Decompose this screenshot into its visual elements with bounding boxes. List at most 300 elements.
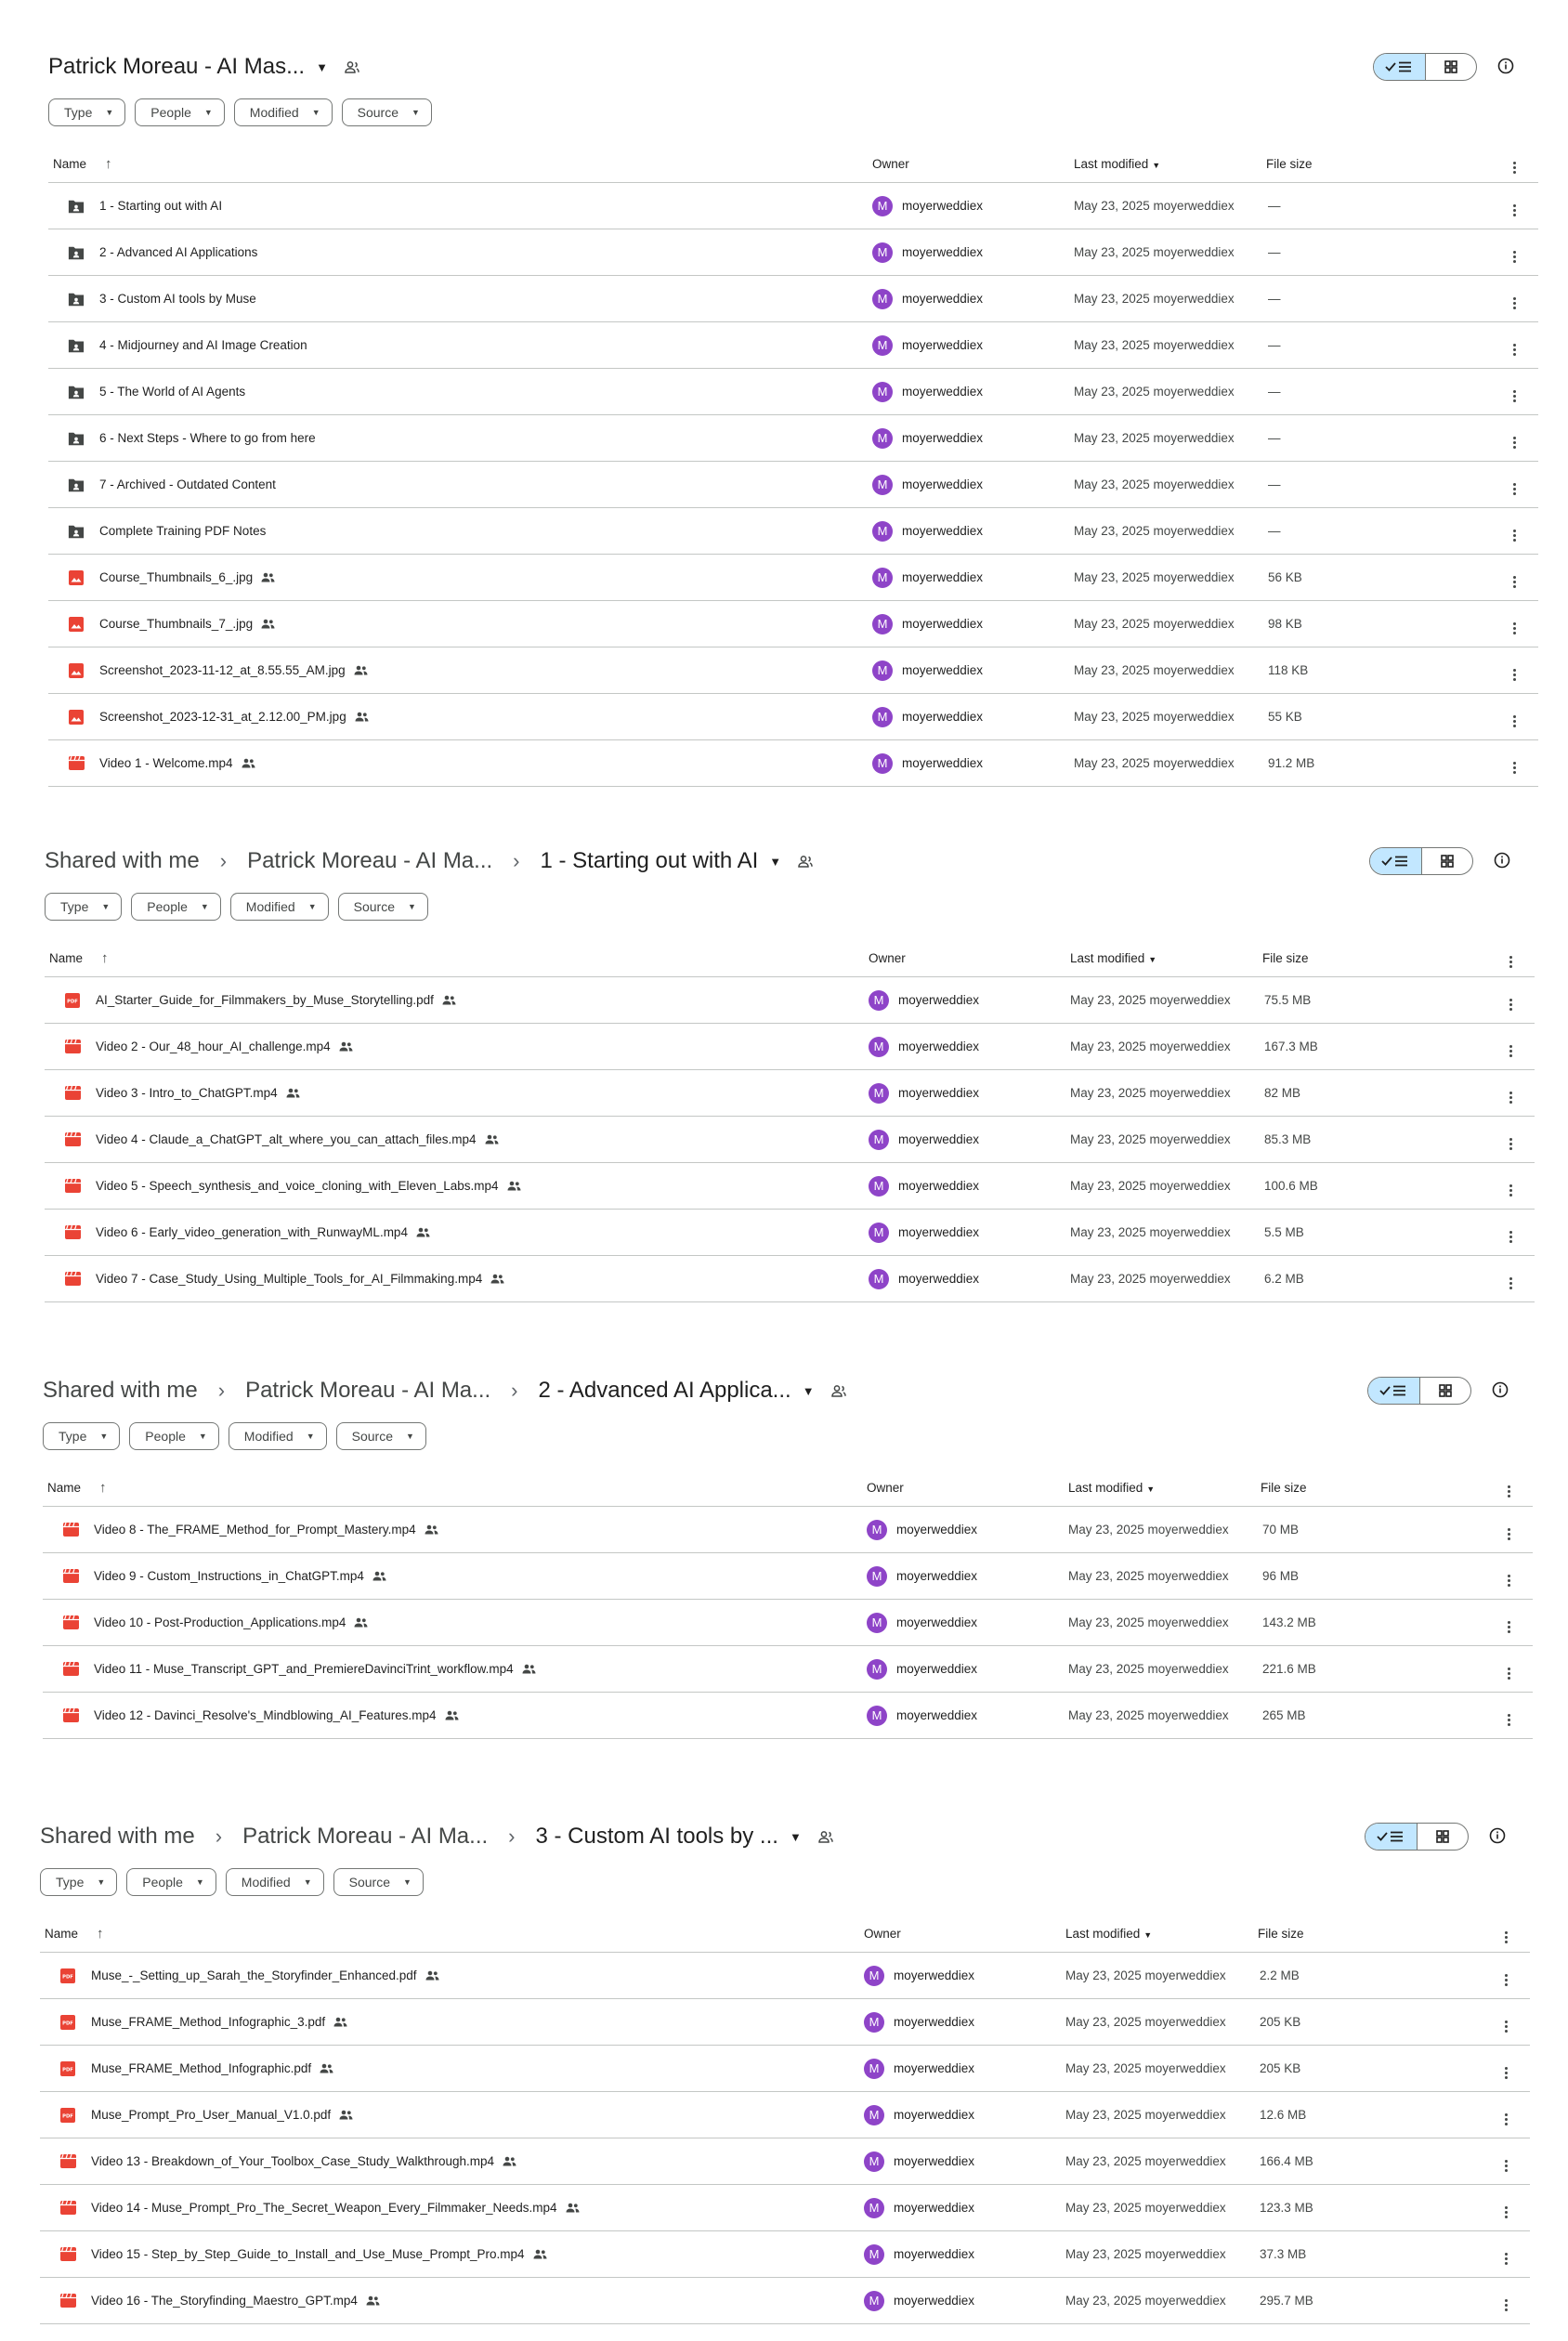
file-name-cell (49, 477, 870, 493)
row-more-actions-button[interactable] (1482, 2231, 1530, 2278)
column-header-file-size[interactable]: File size (1257, 1915, 1482, 1953)
name-cell (48, 369, 871, 415)
file-name-cell (41, 2200, 862, 2217)
chevron-down-icon: ▼ (105, 108, 114, 117)
row-more-actions-button[interactable] (1484, 1646, 1533, 1693)
name-cell (45, 1210, 868, 1256)
table-row[interactable] (40, 2231, 1530, 2278)
table-row[interactable] (43, 1646, 1533, 1693)
table-row[interactable] (40, 1953, 1530, 1999)
breadcrumb-item[interactable]: Patrick Moreau - AI Ma... (242, 1824, 489, 1849)
shared-people-icon (566, 2203, 580, 2213)
owner-name: moyerweddiex (902, 477, 984, 491)
last-modified: May 23, 2025 moyerweddiex (1073, 369, 1265, 415)
list-view-button[interactable] (1374, 54, 1426, 80)
file-name-cell (44, 1661, 865, 1678)
image-icon (68, 569, 85, 586)
image-icon (68, 709, 85, 726)
row-more-actions-button[interactable] (1490, 462, 1538, 508)
file-name[interactable]: Course_Thumbnails_6_.jpg (99, 570, 254, 584)
row-more-actions-button[interactable] (1490, 415, 1538, 462)
table-row[interactable] (48, 229, 1538, 276)
owner (864, 2198, 1064, 2218)
avatar: M (872, 753, 893, 774)
file-name[interactable]: Screenshot_2023-12-31_at_2.12.00_PM.jpg (99, 710, 346, 724)
row-more-actions-button[interactable] (1482, 2138, 1530, 2185)
column-header-owner[interactable]: Owner (863, 1915, 1065, 1953)
breadcrumb-separator-icon: › (511, 1379, 518, 1402)
video-icon (59, 2200, 76, 2217)
table-row[interactable] (48, 555, 1538, 601)
breadcrumb-current-folder[interactable]: 1 - Starting out with AI (540, 848, 759, 873)
owner (864, 1966, 1064, 1986)
more-vert-icon (1513, 162, 1516, 174)
folder-menu-dropdown-icon[interactable]: ▼ (802, 1383, 815, 1398)
video-icon (62, 1707, 79, 1724)
last-modified: May 23, 2025 moyerweddiex (1073, 276, 1265, 322)
filter-chip-label: Type (56, 1875, 85, 1890)
column-header-owner[interactable]: Owner (871, 145, 1073, 183)
file-name[interactable]: 2 - Advanced AI Applications (99, 245, 258, 259)
column-options-button[interactable] (1482, 1915, 1530, 1953)
table-row[interactable] (43, 1553, 1533, 1600)
owner (864, 2059, 1064, 2079)
view-toggle (1373, 53, 1477, 81)
chevron-down-icon: ▼ (101, 902, 111, 911)
chevron-down-icon: ▼ (99, 1432, 109, 1441)
more-vert-icon (1509, 1092, 1512, 1104)
pdf-icon (64, 992, 81, 1009)
last-modified: May 23, 2025 moyerweddiex (1073, 740, 1265, 787)
more-vert-icon (1508, 1714, 1510, 1726)
filter-chip-type[interactable] (43, 1422, 120, 1450)
table-row[interactable] (48, 647, 1538, 694)
sort-ascending-icon[interactable]: ↑ (97, 1925, 104, 1942)
svg-text:PDF: PDF (67, 999, 78, 1004)
more-vert-icon (1513, 530, 1516, 542)
more-vert-icon (1513, 437, 1516, 449)
file-name[interactable]: Video 2 - Our_48_hour_AI_challenge.mp4 (96, 1040, 331, 1053)
column-label: Name (45, 1926, 79, 1941)
file-name[interactable]: Video 10 - Post-Production_Applications.mp4 (94, 1615, 346, 1629)
row-more-actions-button[interactable] (1482, 1953, 1530, 1999)
file-name[interactable]: Video 12 - Davinci_Resolve's_Mindblowing_AI_Features.mp4 (94, 1708, 437, 1722)
row-more-actions-button[interactable] (1486, 977, 1535, 1024)
owner-name: moyerweddiex (896, 1662, 978, 1676)
file-name[interactable]: Muse_FRAME_Method_Infographic.pdf (91, 2061, 312, 2075)
breadcrumb (45, 848, 813, 874)
folder-menu-dropdown-icon[interactable]: ▼ (316, 59, 328, 74)
table-row[interactable] (45, 1210, 1535, 1256)
row-more-actions-button[interactable] (1484, 1553, 1533, 1600)
row-more-actions-button[interactable] (1486, 1256, 1535, 1302)
filter-chip-modified[interactable] (234, 98, 333, 126)
file-name[interactable]: 1 - Starting out with AI (99, 199, 223, 213)
filter-chip-source[interactable] (342, 98, 432, 126)
sort-direction-icon: ▼ (1143, 1929, 1153, 1940)
file-name[interactable]: Video 15 - Step_by_Step_Guide_to_Install_and_Use_Muse_Prompt_Pro.mp4 (91, 2247, 525, 2261)
file-name-cell (46, 1271, 867, 1288)
more-vert-icon (1513, 390, 1516, 402)
breadcrumb-item[interactable]: Patrick Moreau - AI Ma... (245, 1378, 491, 1403)
table-row[interactable] (48, 740, 1538, 787)
filter-chip-people[interactable] (129, 1422, 219, 1450)
avatar: M (867, 1613, 887, 1633)
row-more-actions-button[interactable] (1490, 229, 1538, 276)
table-row[interactable] (48, 322, 1538, 369)
list-view-button[interactable] (1370, 848, 1422, 874)
file-size: — (1265, 415, 1490, 462)
name-cell (43, 1693, 866, 1739)
grid-view-button[interactable] (1426, 54, 1477, 80)
row-more-actions-button[interactable] (1490, 276, 1538, 322)
table-row[interactable] (45, 1070, 1535, 1117)
last-modified: May 23, 2025 moyerweddiex (1065, 2231, 1257, 2278)
more-vert-icon (1505, 2160, 1508, 2172)
chevron-down-icon: ▼ (311, 108, 320, 117)
breadcrumb-separator-icon: › (219, 849, 228, 872)
row-more-actions-button[interactable] (1486, 1024, 1535, 1070)
column-options-button[interactable] (1486, 939, 1535, 977)
file-name[interactable]: Muse_-_Setting_up_Sarah_the_Storyfinder_Enhanced.pdf (91, 1968, 417, 1982)
file-size: 205 KB (1257, 1999, 1482, 2046)
filter-chip-label: People (147, 899, 188, 914)
last-modified: May 23, 2025 moyerweddiex (1069, 1070, 1261, 1117)
sort-direction-icon: ▼ (1152, 160, 1161, 170)
file-name[interactable]: 3 - Custom AI tools by Muse (99, 292, 256, 306)
filter-chips (43, 1422, 1520, 1452)
info-icon[interactable] (1487, 1825, 1508, 1846)
row-more-actions-button[interactable] (1490, 322, 1538, 369)
filter-chip-label: Modified (249, 105, 299, 120)
row-more-actions-button[interactable] (1486, 1117, 1535, 1163)
name-cell (48, 508, 871, 555)
sort-ascending-icon[interactable]: ↑ (99, 1479, 107, 1496)
owner (872, 196, 1072, 216)
row-more-actions-button[interactable] (1486, 1070, 1535, 1117)
breadcrumb-item[interactable]: Shared with me (43, 1378, 198, 1403)
filter-chip-label: Type (60, 899, 89, 914)
file-size: 85.3 MB (1261, 1117, 1486, 1163)
table-row[interactable] (48, 508, 1538, 555)
avatar: M (869, 990, 889, 1011)
avatar: M (872, 428, 893, 449)
owner-name: moyerweddiex (902, 385, 984, 399)
pdf-icon (59, 2107, 76, 2124)
drive-panel (40, 1816, 1517, 2324)
view-toggle (1367, 1377, 1471, 1405)
file-name[interactable]: Video 13 - Breakdown_of_Your_Toolbox_Case_Study_Walkthrough.mp4 (91, 2154, 495, 2168)
table-row[interactable] (43, 1507, 1533, 1553)
file-name[interactable]: AI_Starter_Guide_for_Filmmakers_by_Muse_Storytelling.pdf (96, 993, 434, 1007)
row-more-actions-button[interactable] (1490, 740, 1538, 787)
table-row[interactable] (43, 1600, 1533, 1646)
svg-text:PDF: PDF (62, 2021, 73, 2026)
breadcrumb-item[interactable]: Shared with me (45, 848, 200, 873)
filter-chip-modified[interactable] (230, 893, 329, 921)
info-icon[interactable] (1490, 1380, 1510, 1400)
table-row[interactable] (43, 1693, 1533, 1739)
row-more-actions-button[interactable] (1486, 1163, 1535, 1210)
more-vert-icon (1513, 576, 1516, 588)
table-row[interactable] (48, 601, 1538, 647)
avatar: M (864, 2244, 884, 2265)
column-header-last-modified[interactable] (1067, 1469, 1260, 1507)
shared-people-icon (261, 619, 275, 629)
file-name[interactable]: 7 - Archived - Outdated Content (99, 477, 276, 491)
row-more-actions-button[interactable] (1490, 555, 1538, 601)
chevron-down-icon: ▼ (200, 902, 209, 911)
info-icon[interactable] (1492, 850, 1512, 870)
column-header-name[interactable] (40, 1915, 863, 1953)
column-label: Last modified (1068, 1480, 1143, 1495)
file-name[interactable]: Video 6 - Early_video_generation_with_RunwayML.mp4 (96, 1225, 408, 1239)
list-view-button[interactable] (1368, 1378, 1420, 1404)
row-more-actions-button[interactable] (1490, 183, 1538, 229)
file-name[interactable]: Video 1 - Welcome.mp4 (99, 756, 233, 770)
file-name[interactable]: Video 5 - Speech_synthesis_and_voice_cloning_with_Eleven_Labs.mp4 (96, 1179, 499, 1193)
table-row[interactable] (40, 2278, 1530, 2324)
chevron-down-icon: ▼ (408, 902, 416, 911)
column-options-button[interactable] (1484, 1469, 1533, 1507)
last-modified: May 23, 2025 moyerweddiex (1073, 694, 1265, 740)
breadcrumb-current-folder[interactable]: 3 - Custom AI tools by ... (535, 1824, 778, 1849)
owner (872, 753, 1072, 774)
table-row[interactable] (48, 276, 1538, 322)
table-row[interactable] (45, 977, 1535, 1024)
file-name[interactable]: Video 7 - Case_Study_Using_Multiple_Tools_for_AI_Filmmaking.mp4 (96, 1272, 483, 1286)
last-modified: May 23, 2025 moyerweddiex (1065, 2046, 1257, 2092)
file-size: 221.6 MB (1260, 1646, 1484, 1693)
last-modified: May 23, 2025 moyerweddiex (1073, 508, 1265, 555)
table-row[interactable] (45, 1024, 1535, 1070)
pdf-icon (59, 2014, 76, 2031)
row-more-actions-button[interactable] (1486, 1210, 1535, 1256)
file-name-cell (49, 662, 870, 679)
owner (867, 1566, 1066, 1587)
column-header-file-size[interactable]: File size (1261, 939, 1486, 977)
file-size: 12.6 MB (1257, 2092, 1482, 2138)
file-name[interactable]: 6 - Next Steps - Where to go from here (99, 431, 316, 445)
view-toggle (1369, 847, 1473, 875)
avatar: M (872, 521, 893, 542)
file-size: — (1265, 322, 1490, 369)
name-cell (45, 1070, 868, 1117)
more-vert-icon (1513, 669, 1516, 681)
file-name[interactable]: Video 9 - Custom_Instructions_in_ChatGPT.mp4 (94, 1569, 364, 1583)
table-row[interactable] (45, 1117, 1535, 1163)
image-icon (68, 662, 85, 679)
owner (872, 428, 1072, 449)
filter-chip-label: Source (351, 1429, 393, 1444)
name-cell (43, 1507, 866, 1553)
grid-view-button[interactable] (1420, 1378, 1471, 1404)
file-name[interactable]: Video 11 - Muse_Transcript_GPT_and_PremiereDavinciTrint_workflow.mp4 (94, 1662, 514, 1676)
sort-ascending-icon[interactable]: ↑ (101, 949, 109, 966)
avatar: M (872, 335, 893, 356)
table-row[interactable] (48, 183, 1538, 229)
filter-chip-type[interactable] (45, 893, 122, 921)
row-more-actions-button[interactable] (1484, 1600, 1533, 1646)
filter-chip-people[interactable] (135, 98, 225, 126)
filter-chip-source[interactable] (338, 893, 428, 921)
owner-cell (868, 1070, 1069, 1117)
filter-chip-source[interactable] (333, 1868, 424, 1896)
row-more-actions-button[interactable] (1482, 2185, 1530, 2231)
row-more-actions-button[interactable] (1482, 2046, 1530, 2092)
shared-people-icon (339, 2110, 353, 2120)
column-header-file-size[interactable]: File size (1260, 1469, 1484, 1507)
row-more-actions-button[interactable] (1484, 1507, 1533, 1553)
row-more-actions-button[interactable] (1490, 647, 1538, 694)
file-name-cell (49, 569, 870, 586)
folder-icon (68, 477, 85, 493)
filter-chip-modified[interactable] (226, 1868, 324, 1896)
chevron-down-icon: ▼ (198, 1432, 207, 1441)
row-more-actions-button[interactable] (1490, 508, 1538, 555)
column-header-last-modified[interactable] (1065, 1915, 1257, 1953)
breadcrumb-item[interactable]: Shared with me (40, 1824, 195, 1849)
file-name[interactable]: Video 16 - The_Storyfinding_Maestro_GPT.mp4 (91, 2294, 358, 2308)
filter-chip-type[interactable] (40, 1868, 117, 1896)
row-more-actions-button[interactable] (1490, 601, 1538, 647)
owner-name: moyerweddiex (898, 1179, 980, 1193)
filter-chip-source[interactable] (336, 1422, 426, 1450)
column-header-file-size[interactable]: File size (1265, 145, 1490, 183)
table-row[interactable] (48, 415, 1538, 462)
table-header-row (40, 1915, 1530, 1953)
table-row[interactable] (45, 1256, 1535, 1302)
table-row[interactable] (45, 1163, 1535, 1210)
last-modified: May 23, 2025 moyerweddiex (1069, 1117, 1261, 1163)
avatar: M (869, 1223, 889, 1243)
column-header-owner[interactable]: Owner (868, 939, 1069, 977)
column-header-last-modified[interactable] (1069, 939, 1261, 977)
table-row[interactable] (40, 2092, 1530, 2138)
grid-view-button[interactable] (1418, 1824, 1469, 1850)
filter-chips (48, 98, 1525, 128)
drive-panel (43, 1370, 1520, 1739)
file-size: 167.3 MB (1261, 1024, 1486, 1070)
row-more-actions-button[interactable] (1482, 2092, 1530, 2138)
shared-folder-icon (345, 61, 359, 73)
owner-cell (866, 1553, 1067, 1600)
column-header-name[interactable] (45, 939, 868, 977)
row-more-actions-button[interactable] (1490, 369, 1538, 415)
chevron-down-icon: ▼ (303, 1877, 312, 1887)
breadcrumb-current-folder[interactable]: Patrick Moreau - AI Mas... (48, 54, 306, 79)
folder-icon (68, 291, 85, 307)
list-view-button[interactable] (1365, 1824, 1418, 1850)
column-header-name[interactable] (43, 1469, 866, 1507)
column-header-name[interactable] (48, 145, 871, 183)
breadcrumb-current-folder[interactable]: 2 - Advanced AI Applica... (538, 1378, 791, 1403)
file-name[interactable]: Muse_FRAME_Method_Infographic_3.pdf (91, 2015, 326, 2029)
filter-chips (45, 893, 1522, 922)
file-name-cell (41, 2107, 862, 2124)
file-size: — (1265, 229, 1490, 276)
table-row[interactable] (48, 369, 1538, 415)
info-icon[interactable] (1496, 56, 1516, 76)
file-name[interactable]: Muse_Prompt_Pro_User_Manual_V1.0.pdf (91, 2108, 332, 2122)
file-name[interactable]: Video 4 - Claude_a_ChatGPT_alt_where_you_can_attach_files.mp4 (96, 1132, 477, 1146)
file-name[interactable]: Video 14 - Muse_Prompt_Pro_The_Secret_Weapon_Every_Filmmaker_Needs.mp4 (91, 2201, 557, 2215)
table-row[interactable] (48, 462, 1538, 508)
more-vert-icon (1509, 1231, 1512, 1243)
folder-icon (68, 198, 85, 215)
file-name[interactable]: Screenshot_2023-11-12_at_8.55.55_AM.jpg (99, 663, 346, 677)
video-icon (62, 1661, 79, 1678)
name-cell (45, 977, 868, 1024)
avatar: M (864, 2291, 884, 2311)
file-name[interactable]: Video 3 - Intro_to_ChatGPT.mp4 (96, 1086, 278, 1100)
owner-name: moyerweddiex (898, 1040, 980, 1053)
avatar: M (867, 1659, 887, 1680)
owner-cell (863, 2185, 1065, 2231)
owner (869, 1176, 1068, 1197)
file-name[interactable]: Video 8 - The_FRAME_Method_for_Prompt_Mastery.mp4 (94, 1523, 416, 1537)
column-header-last-modified[interactable] (1073, 145, 1265, 183)
owner (864, 2105, 1064, 2125)
column-options-button[interactable] (1490, 145, 1538, 183)
owner-name: moyerweddiex (898, 1225, 980, 1239)
owner (872, 521, 1072, 542)
row-more-actions-button[interactable] (1484, 1693, 1533, 1739)
video-icon (68, 755, 85, 772)
file-size: — (1265, 276, 1490, 322)
table-row[interactable] (40, 1999, 1530, 2046)
last-modified: May 23, 2025 moyerweddiex (1073, 462, 1265, 508)
breadcrumb-item[interactable]: Patrick Moreau - AI Ma... (247, 848, 493, 873)
file-size: 100.6 MB (1261, 1163, 1486, 1210)
name-cell (48, 740, 871, 787)
table-row[interactable] (48, 694, 1538, 740)
file-name-cell (46, 1131, 867, 1148)
sort-ascending-icon[interactable]: ↑ (105, 155, 112, 172)
owner-name: moyerweddiex (898, 993, 980, 1007)
folder-icon (68, 523, 85, 540)
filter-chip-people[interactable] (131, 893, 221, 921)
more-vert-icon (1513, 762, 1516, 774)
grid-view-button[interactable] (1422, 848, 1473, 874)
filter-chip-modified[interactable] (229, 1422, 327, 1450)
row-more-actions-button[interactable] (1482, 2278, 1530, 2324)
file-size: 5.5 MB (1261, 1210, 1486, 1256)
folder-menu-dropdown-icon[interactable]: ▼ (789, 1829, 802, 1844)
file-name[interactable]: Course_Thumbnails_7_.jpg (99, 617, 254, 631)
table-row[interactable] (40, 2046, 1530, 2092)
shared-people-icon (522, 1664, 536, 1674)
row-more-actions-button[interactable] (1482, 1999, 1530, 2046)
row-more-actions-button[interactable] (1490, 694, 1538, 740)
folder-icon (68, 244, 85, 261)
folder-menu-dropdown-icon[interactable]: ▼ (769, 854, 782, 869)
owner (867, 1613, 1066, 1633)
file-name-cell (46, 1085, 867, 1102)
file-size: 166.4 MB (1257, 2138, 1482, 2185)
table-row[interactable] (40, 2138, 1530, 2185)
filter-chip-type[interactable] (48, 98, 125, 126)
avatar: M (864, 2151, 884, 2172)
filter-chip-people[interactable] (126, 1868, 216, 1896)
column-header-owner[interactable]: Owner (866, 1469, 1067, 1507)
file-name[interactable]: 4 - Midjourney and AI Image Creation (99, 338, 307, 352)
file-name-cell (41, 2246, 862, 2263)
file-name[interactable]: Complete Training PDF Notes (99, 524, 267, 538)
table-row[interactable] (40, 2185, 1530, 2231)
shared-people-icon (320, 2063, 333, 2073)
file-name[interactable]: 5 - The World of AI Agents (99, 385, 246, 399)
